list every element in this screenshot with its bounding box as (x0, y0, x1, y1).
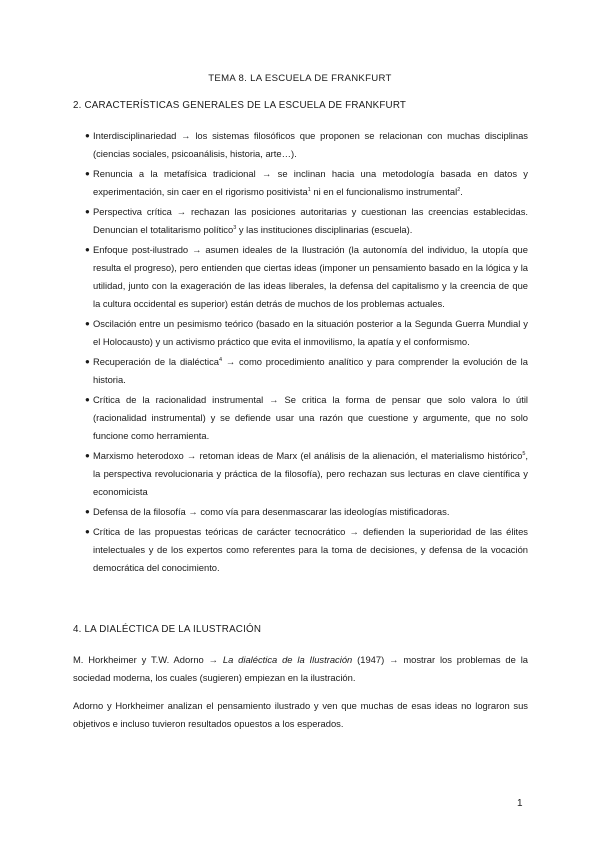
book-title: La dialéctica de la Ilustración (222, 654, 353, 665)
item-text: ni en el funcionalismo instrumental (310, 186, 458, 197)
list-item (73, 391, 528, 445)
characteristics-list (73, 127, 528, 579)
item-lead: Perspectiva crítica → (93, 206, 191, 217)
item-text: como procedimiento analítico y para comprender la evolución de la historia. (93, 356, 528, 385)
paragraph-text: M. Horkheimer y T.W. Adorno → (73, 654, 223, 665)
paragraph-intro (73, 651, 528, 687)
list-item (73, 127, 528, 163)
bullet-icon: ● (85, 395, 90, 404)
bullet-icon: ● (85, 451, 90, 460)
bullet-icon: ● (85, 319, 90, 328)
item-text: y las instituciones disciplinarias (escuela). (236, 224, 413, 235)
item-text: retoman ideas de Marx (el análisis de la alienación, el materialismo histórico (199, 450, 523, 461)
item-text: rechazan las posiciones autoritarias y cuestionan las creencias establecidas. Denuncian el totalitarismo político (93, 206, 528, 235)
item-text: los sistemas filosóficos que proponen se relacionan con muchas disciplinas (ciencias sociales, psicoanálisis, historia, arte…). (93, 130, 528, 159)
item-lead: Defensa de la filosofía → (93, 506, 201, 517)
bullet-icon: ● (85, 527, 90, 536)
bullet-icon: ● (85, 357, 90, 366)
list-item (73, 165, 528, 201)
footnote-ref: 2 (457, 186, 461, 193)
list-item (73, 447, 528, 501)
footnote-ref: 4 (219, 356, 223, 363)
item-text: defienden la superioridad de las élites intelectuales y de los expertos como referentes para la toma de decisiones, y defensa de la vocación democrática del conocimiento. (93, 526, 528, 573)
item-lead: Crítica de las propuestas teóricas de carácter tecnocrático → (93, 526, 364, 537)
list-item (73, 203, 528, 239)
item-text: , la perspectiva revolucionaria y práctica de la filosofía), pero rechazan sus lecturas en clave científica y economicista (93, 450, 528, 497)
item-lead: Marxismo heterodoxo → (93, 450, 200, 461)
item-lead: Oscilación (93, 318, 140, 329)
list-item (73, 315, 528, 351)
page-number: 1 (517, 798, 523, 809)
footnote-ref: 5 (522, 450, 526, 457)
item-lead: Recuperación de la dialéctica (93, 356, 220, 367)
item-lead: Renuncia a la metafísica tradicional → (93, 168, 278, 179)
item-text: asumen ideales de la Ilustración (la autonomía del individuo, la utopía que resulta el progreso), pero entienden que ciertas ideas (imponer un pensamiento basado en la lógica y la utilidad, junto con la exageración de las ideas liberales, la defensa del capitalismo y la creencia de que la cultura occidental es superior) están detrás de muchos de los problemas actuales. (93, 244, 528, 309)
list-item (73, 353, 528, 389)
list-item (73, 241, 528, 313)
item-text: Se critica la forma de pensar que solo valora lo útil (racionalidad instrumental) y se defiende usar una razón que cuestione y argumente, que no solo funcione como herramienta. (93, 394, 528, 441)
list-item (73, 503, 528, 521)
footnote-ref: 3 (233, 224, 237, 231)
bullet-icon: ● (85, 169, 90, 178)
item-text: . (460, 186, 463, 197)
section-heading-dialectica: 4. LA DIALÉCTICA DE LA ILUSTRACIÓN (73, 624, 262, 635)
item-text: entre un pesimismo teórico (basado en la situación posterior a la Segunda Guerra Mundial y el Holocausto) y un activismo práctico que evita el inmovilismo, la apatía y el conformismo. (93, 318, 528, 347)
item-lead: Crítica de la racionalidad instrumental → (93, 394, 285, 405)
item-text: como vía para desenmascarar las ideologías mistificadoras. (200, 506, 450, 517)
bullet-icon: ● (85, 507, 90, 516)
item-lead: Enfoque post-ilustrado → (93, 244, 206, 255)
list-item (73, 523, 528, 577)
item-lead: Interdisciplinariedad → (93, 130, 196, 141)
paragraph-analysis: Adorno y Horkheimer analizan el pensamiento ilustrado y ven que muchas de esas ideas no lograron sus objetivos e incluso tuvieron resultados opuestos a los esperados. (73, 700, 528, 729)
bullet-icon: ● (85, 245, 90, 254)
section-heading-caracteristicas: 2. CARACTERÍSTICAS GENERALES DE LA ESCUELA DE FRANKFURT (73, 100, 407, 111)
footnote-ref: 1 (307, 186, 311, 193)
bullet-icon: ● (85, 131, 90, 140)
bullet-icon: ● (85, 207, 90, 216)
paragraph-text: (1947) → mostrar los problemas de la sociedad moderna, los cuales (sugieren) empiezan en la ilustración. (73, 654, 529, 683)
item-text: se inclinan hacia una metodología basada en datos y experimentación, sin caer en el rigorismo positivista (93, 168, 528, 197)
item-lead: → (222, 356, 240, 367)
page-title: TEMA 8. LA ESCUELA DE FRANKFURT (208, 73, 392, 84)
